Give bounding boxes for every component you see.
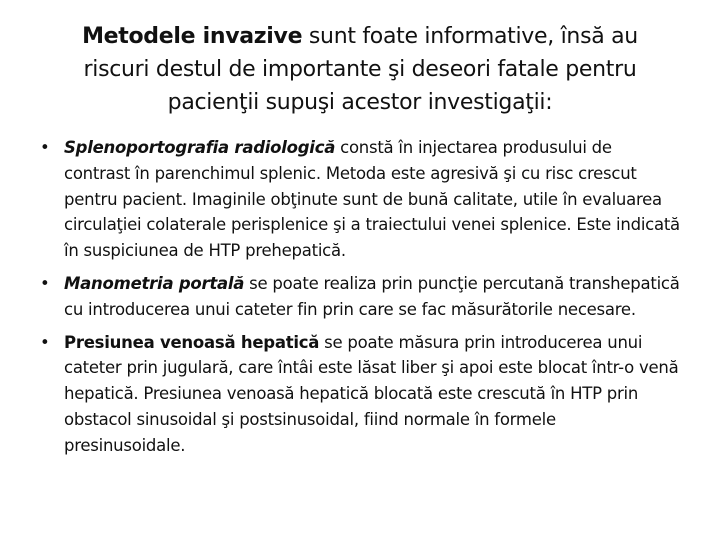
bullet-text: constă în injectarea produsului de contrast în parenchimul splenic. Metoda este agresivă şi cu risc crescut pentru pacient. Imaginile obţinute sunt de bună calitate, utile în evaluarea circulaţiei colaterale perisplenice şi a traiectului venei splenice. Este indicată în suspiciunea de HTP prehepatică. [64, 138, 680, 261]
bullet-dot-icon: • [40, 138, 50, 157]
slide-title [60, 20, 660, 119]
title-text: sunt foate informative, însă au riscuri destul de importante şi deseori fatale pentru pacienţii supuşi acestor investigaţii: [83, 24, 638, 115]
bullet-item-manometria [40, 271, 680, 323]
bullet-list [40, 135, 680, 459]
bullet-dot-icon: • [40, 273, 50, 293]
bullet-term: Manometria portală [64, 273, 245, 293]
bullet-item-splenoportografia [40, 135, 680, 264]
bullet-term: Splenoportografia radiologică [64, 138, 336, 157]
bullet-text: se poate măsura prin introducerea unui cateter prin jugulară, care întâi este lăsat liber şi apoi este blocat într-o venă hepatică. Presiunea venoasă hepatică blocată este crescută în HTP prin obstacol sinusoidal şi postsinusoidal, fiind normale în formele presinusoidale. [64, 332, 679, 455]
title-bold-term: Metodele invazive [82, 24, 303, 49]
bullet-text: se poate realiza prin puncţie percutană transhepatică cu introducerea unui cateter fin prin care se fac măsurătorile necesare. [64, 273, 680, 319]
bullet-term: Presiunea venoasă hepatică [64, 332, 320, 352]
bullet-dot-icon: • [40, 332, 50, 352]
bullet-item-presiunea [40, 330, 680, 459]
